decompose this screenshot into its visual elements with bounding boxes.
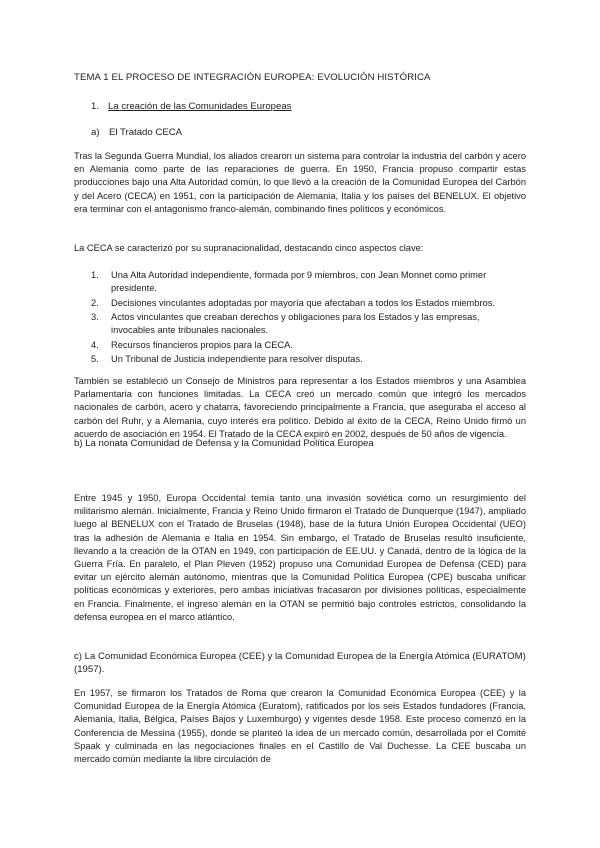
list-item: 2. Decisiones vinculantes adoptadas por mayoría que afectaban a todos los Estados miembros. bbox=[91, 297, 495, 308]
subsection-b-heading: b) La nonata Comunidad de Defensa y la Comunidad Política Europea bbox=[74, 438, 374, 449]
paragraph-cee-euratom: En 1957, se firmaron los Tratados de Roma que crearon la Comunidad Económica Europea (CEE) y la Comunidad Europea de la Energía Atómica (Euratom), ratificados por los seis Estados fundadores (Francia, Alemania, Italia, Bélgica, Países Bajos y Luxemburgo) y vigentes desde 1958. Este proceso comenzó en la Conferencia de Messina (1955), donde se planteó la idea de un mercado común, desarrollada por el Comité Spaak y culminada en las negociaciones finales en el Castillo de Val Duchesse. La CEE buscaba un mercado común mediante la libre circulación de bbox=[74, 688, 526, 765]
ceca-aspects-list bbox=[91, 269, 523, 367]
paragraph-ceca-institutions: También se estableció un Consejo de Ministros para representar a los Estados miembros y una Asamblea Parlamentaria con funciones limitadas. La CECA creó un mercado común que integró los mercados nacionales de carbón, acero y chatarra, favoreciendo principalmente a Francia, que aseguraba el acceso al carbón del Ruhr, y a Alemania, cuyo interés era político. Debido al éxito de la CECA, Reino Unido firmó un acuerdo de asociación en 1954. El Tratado de la CECA expiró en 2002, después de 50 años de vigencia. bbox=[74, 376, 526, 439]
section-heading bbox=[91, 100, 291, 113]
paragraph-ceca-intro: La CECA se caracterizó por su supranacionalidad, destacando cinco aspectos clave: bbox=[74, 243, 424, 253]
list-item: 1. Una Alta Autoridad independiente, formada por 9 miembros, con Jean Monnet como primer presidente. bbox=[91, 270, 487, 294]
paragraph-defense-community: Entre 1945 y 1950, Europa Occidental temía tanto una invasión soviética como un resurgimiento del militarismo alemán. Inicialmente, Francia y Reino Unido firmaron el Tratado de Dunquerque (1947), ampliado luego al BENELUX con el Tratado de Bruselas (1948), base de la futura Unión Europea Occidental (UEO) tras la adhesión de Alemania e Italia en 1954. Sin embargo, el Tratado de Bruselas resultó insuficiente, llevando a la creación de la OTAN en 1949, con participación de EE.UU. y Canadá, dentro de la lógica de la Guerra Fría. En paralelo, el Plan Pleven (1952) propuso una Comunidad Europea de Defensa (CED) para evitar un ejército alemán autónomo, mientras que la Comunidad Política Europea (CPE) buscaba unificar políticas económicas y exteriores, pero ambas iniciativas fracasaron por divisiones políticas, especialmente en Francia. Finalmente, el ingreso alemán en la OTAN se permitió bajo controles estrictos, consolidando la defensa europea en el marco atlántico. bbox=[74, 493, 526, 622]
section-title: La creación de las Comunidades Europeas bbox=[108, 101, 292, 112]
subsection-c-heading: c) La Comunidad Económica Europea (CEE) y la Comunidad Europea de la Energía Atómica (EURATOM) (1957). bbox=[74, 651, 526, 676]
document-title: TEMA 1 EL PROCESO DE INTEGRACIÓN EUROPEA: EVOLUCIÓN HISTÓRICA bbox=[74, 72, 431, 83]
section-number: 1. bbox=[91, 101, 100, 112]
list-item: 5. Un Tribunal de Justicia independiente para resolver disputas. bbox=[91, 353, 363, 364]
subsection-a-heading bbox=[91, 126, 182, 139]
list-item: 4. Recursos financieros propios para la CECA. bbox=[91, 339, 293, 350]
list-item: 3. Actos vinculantes que creaban derechos y obligaciones para los Estados y las empresas, invocables ante tribunales nacionales. bbox=[91, 311, 480, 336]
subsection-a-letter: a) bbox=[91, 127, 100, 138]
paragraph-ceca-origin: Tras la Segunda Guerra Mundial, los aliados crearon un sistema para controlar la industria del carbón y acero en Alemania como parte de las reparaciones de guerra. En 1950, Francia propuso compartir estas producciones bajo una Alta Autoridad común, lo que llevó a la creación de la Comunidad Europea del Carbón y del Acero (CECA) en 1951, con la participación de Alemania, Italia y los países del BENELUX. El objetivo era terminar con el antagonismo franco-alemán, combinando fines políticos y económicos. bbox=[74, 151, 526, 214]
subsection-a-title: El Tratado CECA bbox=[109, 127, 183, 138]
